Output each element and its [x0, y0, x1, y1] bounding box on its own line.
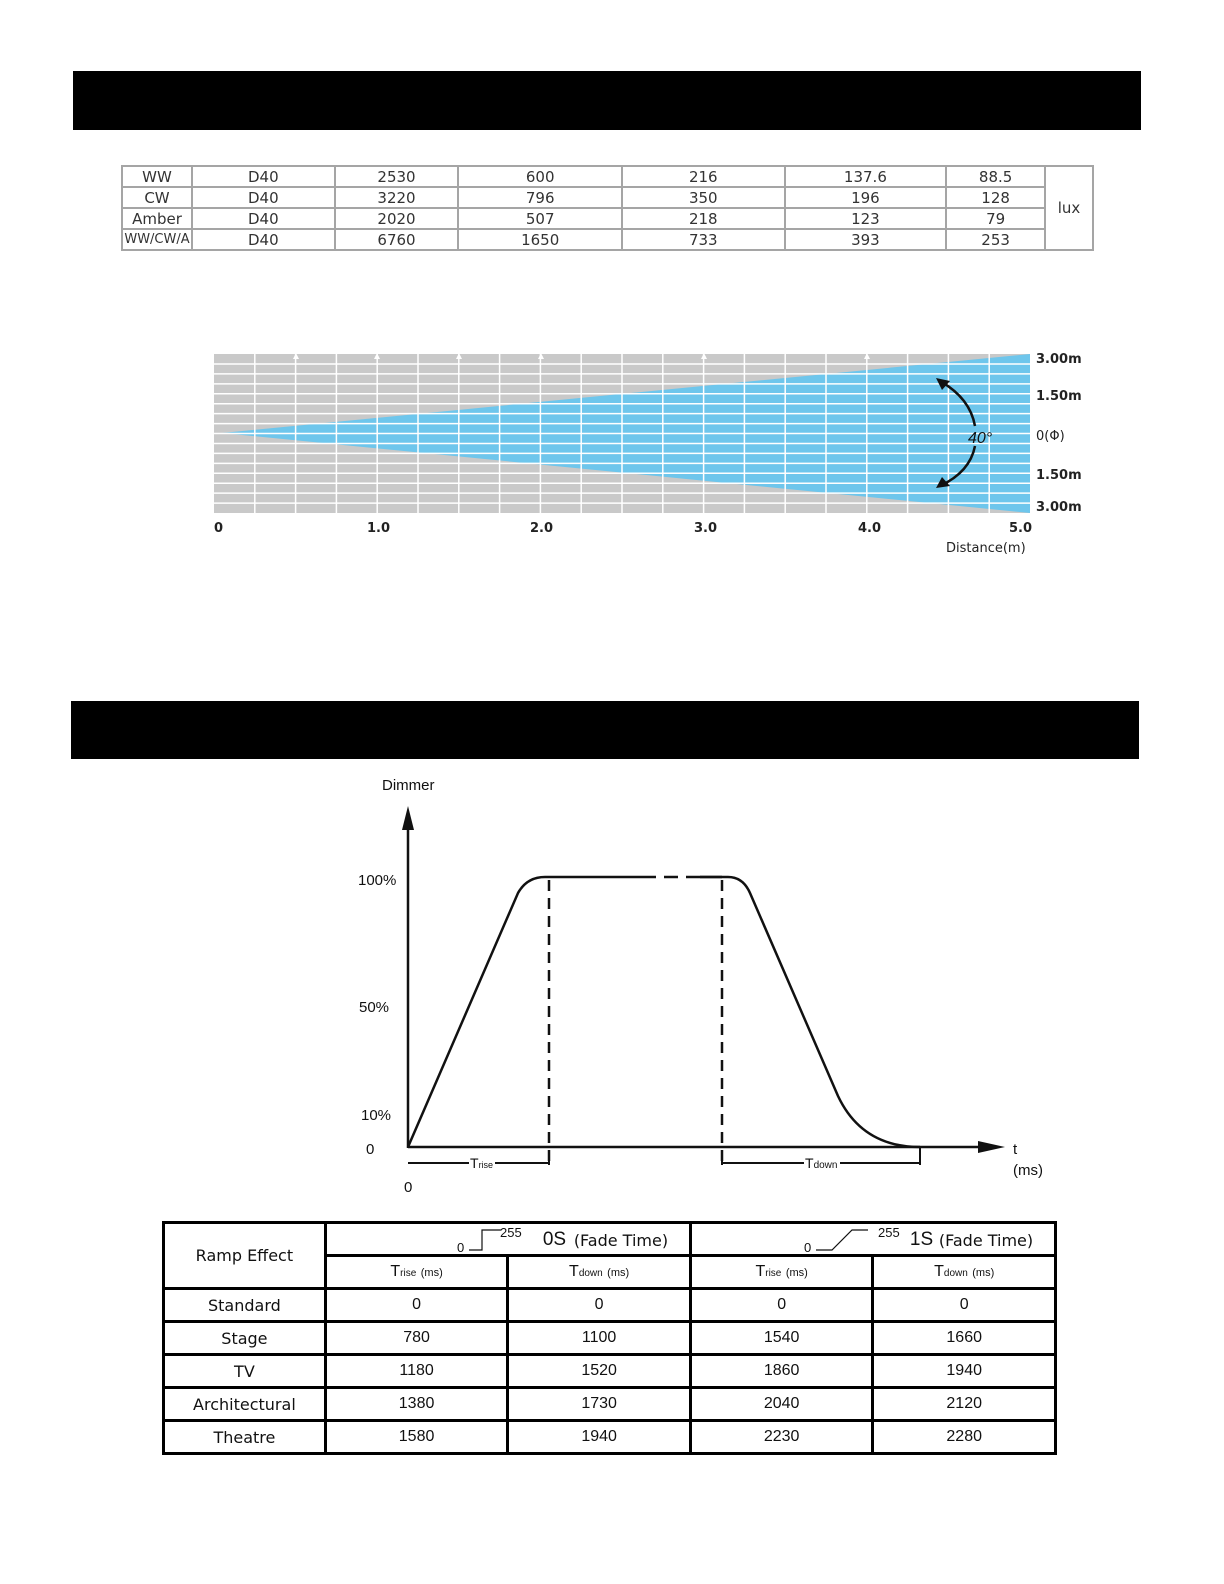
- lux-value-cell: 123: [785, 208, 947, 229]
- col-header-t-down: Tdown (ms): [873, 1256, 1056, 1289]
- svg-text:255: 255: [877, 1225, 900, 1240]
- y-axis-arrow-icon: [402, 806, 414, 830]
- ramp-value-cell: 1380: [325, 1388, 508, 1421]
- ramp-row-name: Architectural: [164, 1388, 326, 1421]
- lux-value-cell: 2020: [335, 208, 459, 229]
- lux-value-cell: 1650: [458, 229, 622, 250]
- fade-time-caption: (Fade Time): [938, 1231, 1034, 1250]
- lux-color-cell: WW: [122, 166, 192, 187]
- lux-beam-cell: D40: [192, 166, 335, 187]
- ramp-value-cell: 0: [873, 1289, 1056, 1322]
- ramp-row-name: Stage: [164, 1322, 326, 1355]
- t-down-label: Tdown: [805, 1155, 838, 1171]
- lux-value-cell: 253: [946, 229, 1045, 250]
- table-row: [164, 1421, 1056, 1454]
- ramp-value-cell: 780: [325, 1322, 508, 1355]
- ramp-value-cell: 1730: [508, 1388, 691, 1421]
- beam-x-tick: 0: [214, 521, 224, 536]
- ramp-value-cell: 0: [690, 1289, 873, 1322]
- beam-x-tick: 5.0: [1009, 521, 1033, 536]
- beam-x-tick: 3.0: [694, 521, 718, 536]
- lux-value-cell: 393: [785, 229, 947, 250]
- ramp-value-cell: 1580: [325, 1421, 508, 1454]
- t-rise-label: Trise: [470, 1155, 494, 1171]
- x-axis-arrow-icon: [978, 1141, 1005, 1153]
- ramp-value-cell: 1660: [873, 1322, 1056, 1355]
- table-row: [164, 1388, 1056, 1421]
- table-row: [164, 1355, 1056, 1388]
- fade-time-0s: 0S: [542, 1229, 567, 1250]
- fade-group-1s: [690, 1223, 1055, 1256]
- lux-value-cell: 88.5: [946, 166, 1045, 187]
- ramp-value-cell: 1940: [873, 1355, 1056, 1388]
- x-origin-label: 0: [404, 1179, 413, 1196]
- lux-color-cell: CW: [122, 187, 192, 208]
- ramp-value-cell: 0: [508, 1289, 691, 1322]
- lux-value-cell: 3220: [335, 187, 459, 208]
- lux-value-cell: 6760: [335, 229, 459, 250]
- ramp-value-cell: 2230: [690, 1421, 873, 1454]
- lux-value-cell: 218: [622, 208, 785, 229]
- beam-x-tick: 4.0: [858, 521, 882, 536]
- ramp-value-cell: 1940: [508, 1421, 691, 1454]
- ramp-row-name: Standard: [164, 1289, 326, 1322]
- lux-unit-cell: lux: [1045, 166, 1093, 250]
- ramp-row-name: TV: [164, 1355, 326, 1388]
- svg-text:0: 0: [456, 1240, 465, 1254]
- lux-value-cell: 507: [458, 208, 622, 229]
- fade-time-1s: 1S: [909, 1229, 934, 1250]
- ramp-value-cell: 1540: [690, 1322, 873, 1355]
- lux-value-cell: 733: [622, 229, 785, 250]
- svg-text:0: 0: [803, 1240, 812, 1254]
- lux-value-cell: 137.6: [785, 166, 947, 187]
- lux-beam-cell: D40: [192, 229, 335, 250]
- ramp-row-name: Theatre: [164, 1421, 326, 1454]
- lux-value-cell: 128: [946, 187, 1045, 208]
- fade-time-caption: (Fade Time): [573, 1231, 669, 1250]
- y-tick-0: 0: [366, 1141, 375, 1158]
- beam-x-label: Distance(m): [946, 541, 1026, 556]
- ramp-value-cell: 1180: [325, 1355, 508, 1388]
- ramp-value-cell: 0: [325, 1289, 508, 1322]
- ramp-value-cell: 1100: [508, 1322, 691, 1355]
- table-row: [164, 1223, 1056, 1256]
- ramp-value-cell: 2120: [873, 1388, 1056, 1421]
- angle-label: 40°: [968, 430, 993, 447]
- lux-color-cell: WW/CW/A: [122, 229, 192, 250]
- lux-beam-cell: D40: [192, 187, 335, 208]
- lux-value-cell: 350: [622, 187, 785, 208]
- dimmer-curve-fall: [700, 877, 920, 1147]
- fade-group-0s: [325, 1223, 690, 1256]
- lux-value-cell: 600: [458, 166, 622, 187]
- y-tick-50: 50%: [359, 999, 390, 1016]
- ramp-value-cell: 1860: [690, 1355, 873, 1388]
- beam-x-tick: 2.0: [530, 521, 554, 536]
- col-header-t-rise: Trise (ms): [325, 1256, 508, 1289]
- x-axis-label-t: t: [1013, 1141, 1018, 1158]
- beam-y-label: 3.00m: [1036, 500, 1082, 515]
- ramp-effect-corner-label: Ramp Effect: [164, 1223, 326, 1289]
- beam-y-label: 1.50m: [1036, 468, 1082, 483]
- ramp-effect-table: [162, 1221, 1057, 1455]
- ramp-value-cell: 1520: [508, 1355, 691, 1388]
- lux-beam-cell: D40: [192, 208, 335, 229]
- lux-value-cell: 79: [946, 208, 1045, 229]
- beam-x-tick: 1.0: [367, 521, 391, 536]
- lux-value-cell: 196: [785, 187, 947, 208]
- table-row: [164, 1322, 1056, 1355]
- col-header-t-rise: Trise (ms): [690, 1256, 873, 1289]
- x-axis-label-unit: (ms): [1013, 1162, 1043, 1179]
- lux-value-cell: 2530: [335, 166, 459, 187]
- dimmer-y-label: Dimmer: [382, 777, 435, 794]
- beam-y-label: 3.00m: [1036, 352, 1082, 367]
- table-row: [164, 1289, 1056, 1322]
- beam-y-label: 0(Φ): [1036, 429, 1065, 444]
- lux-color-cell: Amber: [122, 208, 192, 229]
- beam-y-label: 1.50m: [1036, 389, 1082, 404]
- y-tick-100: 100%: [358, 872, 397, 889]
- lux-value-cell: 796: [458, 187, 622, 208]
- ramp-value-cell: 2280: [873, 1421, 1056, 1454]
- col-header-t-down: Tdown (ms): [508, 1256, 691, 1289]
- svg-text:255: 255: [499, 1225, 522, 1240]
- lux-value-cell: 216: [622, 166, 785, 187]
- ramp-value-cell: 2040: [690, 1388, 873, 1421]
- y-tick-10: 10%: [361, 1107, 392, 1124]
- dimmer-curve: [408, 877, 596, 1147]
